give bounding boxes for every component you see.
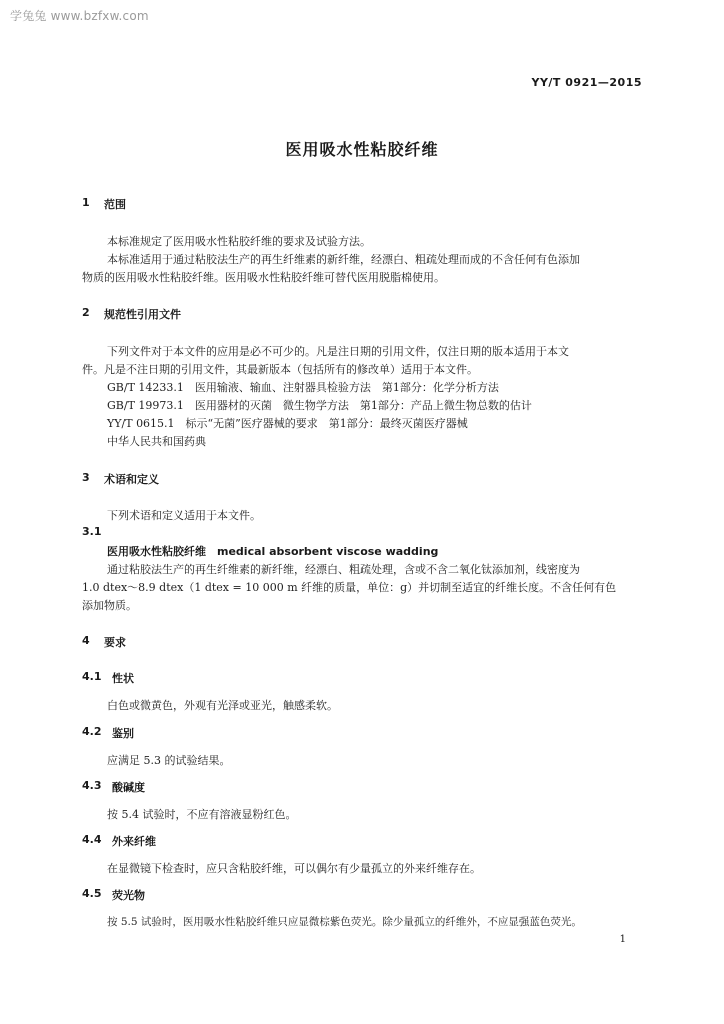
clause-4-1-number: 4.1 xyxy=(82,670,102,683)
reference-pharmacopoeia: 中华人民共和国药典 xyxy=(107,435,206,448)
clause-4-4-number: 4.4 xyxy=(82,833,102,846)
clause-4-5-title: 荧光物 xyxy=(112,889,145,902)
standard-number: YY/T 0921—2015 xyxy=(531,76,642,89)
clause-4-5-number: 4.5 xyxy=(82,887,102,900)
section-2-line-1: 下列文件对于本文件的应用是必不可少的。凡是注日期的引用文件，仅注日期的版本适用于本文 xyxy=(107,345,569,358)
clause-4-4-text: 在显微镜下检查时，应只含粘胶纤维，可以偶尔有少量孤立的外来纤维存在。 xyxy=(107,862,481,875)
term-3-1-definition-line-2: 1.0 dtex～8.9 dtex（1 dtex = 10 000 m 纤维的质量，单位：g）并切制至适宜的纤维长度。不含任何有色 xyxy=(82,581,617,594)
clause-4-1-text: 白色或微黄色，外观有光泽或亚光，触感柔软。 xyxy=(107,699,338,712)
document-title: 医用吸水性粘胶纤维 xyxy=(285,140,439,159)
clause-4-3-title: 酸碱度 xyxy=(112,781,145,794)
clause-4-3-text: 按 5.4 试验时，不应有溶液显粉红色。 xyxy=(107,808,297,821)
section-1-number: 1 xyxy=(82,196,90,209)
reference-yy-t-0615-1: YY/T 0615.1 标示“无菌”医疗器械的要求 第1部分：最终灭菌医疗器械 xyxy=(107,417,468,430)
reference-gb-t-14233-1: GB/T 14233.1 医用输液、输血、注射器具检验方法 第1部分：化学分析方法 xyxy=(107,381,499,394)
clause-4-2-title: 鉴别 xyxy=(112,727,134,740)
page-number: 1 xyxy=(619,934,626,945)
clause-4-4-title: 外来纤维 xyxy=(112,835,156,848)
clause-4-3-number: 4.3 xyxy=(82,779,102,792)
section-3-title: 术语和定义 xyxy=(104,473,159,486)
section-2-title: 规范性引用文件 xyxy=(104,308,181,321)
clause-4-2-text: 应满足 5.3 的试验结果。 xyxy=(107,754,231,767)
term-3-1-definition-line-1: 通过粘胶法生产的再生纤维素的新纤维，经漂白、粗疏处理，含或不含二氧化钛添加剂，线密度为 xyxy=(107,563,580,576)
clause-4-2-number: 4.2 xyxy=(82,725,102,738)
section-3-number: 3 xyxy=(82,471,90,484)
section-4-number: 4 xyxy=(82,634,90,647)
reference-gb-t-19973-1: GB/T 19973.1 医用器材的灭菌 微生物学方法 第1部分：产品上微生物总数的估计 xyxy=(107,399,532,412)
section-1-line-2: 本标准适用于通过粘胶法生产的再生纤维素的新纤维，经漂白、粗疏处理而成的不含任何有色添加 xyxy=(107,253,580,266)
term-3-1-definition-line-3: 添加物质。 xyxy=(82,599,137,612)
section-4-title: 要求 xyxy=(104,636,126,649)
clause-4-1-title: 性状 xyxy=(112,672,134,685)
term-3-1-heading: 医用吸水性粘胶纤维 medical absorbent viscose wadding xyxy=(107,545,439,558)
section-2-number: 2 xyxy=(82,306,90,319)
clause-4-5-text: 按 5.5 试验时，医用吸水性粘胶纤维只应显微棕紫色荧光。除少量孤立的纤维外，不应显强蓝色荧光。 xyxy=(107,916,582,928)
section-2-line-2: 件。凡是不注日期的引用文件，其最新版本（包括所有的修改单）适用于本文件。 xyxy=(82,363,478,376)
watermark-text: 学兔兔 www.bzfxw.com xyxy=(10,9,149,23)
section-3-intro: 下列术语和定义适用于本文件。 xyxy=(107,509,261,522)
section-1-title: 范围 xyxy=(104,198,126,211)
section-1-line-1: 本标准规定了医用吸水性粘胶纤维的要求及试验方法。 xyxy=(107,235,371,248)
section-1-line-3: 物质的医用吸水性粘胶纤维。医用吸水性粘胶纤维可替代医用脱脂棉使用。 xyxy=(82,271,445,284)
term-3-1-number: 3.1 xyxy=(82,525,102,538)
